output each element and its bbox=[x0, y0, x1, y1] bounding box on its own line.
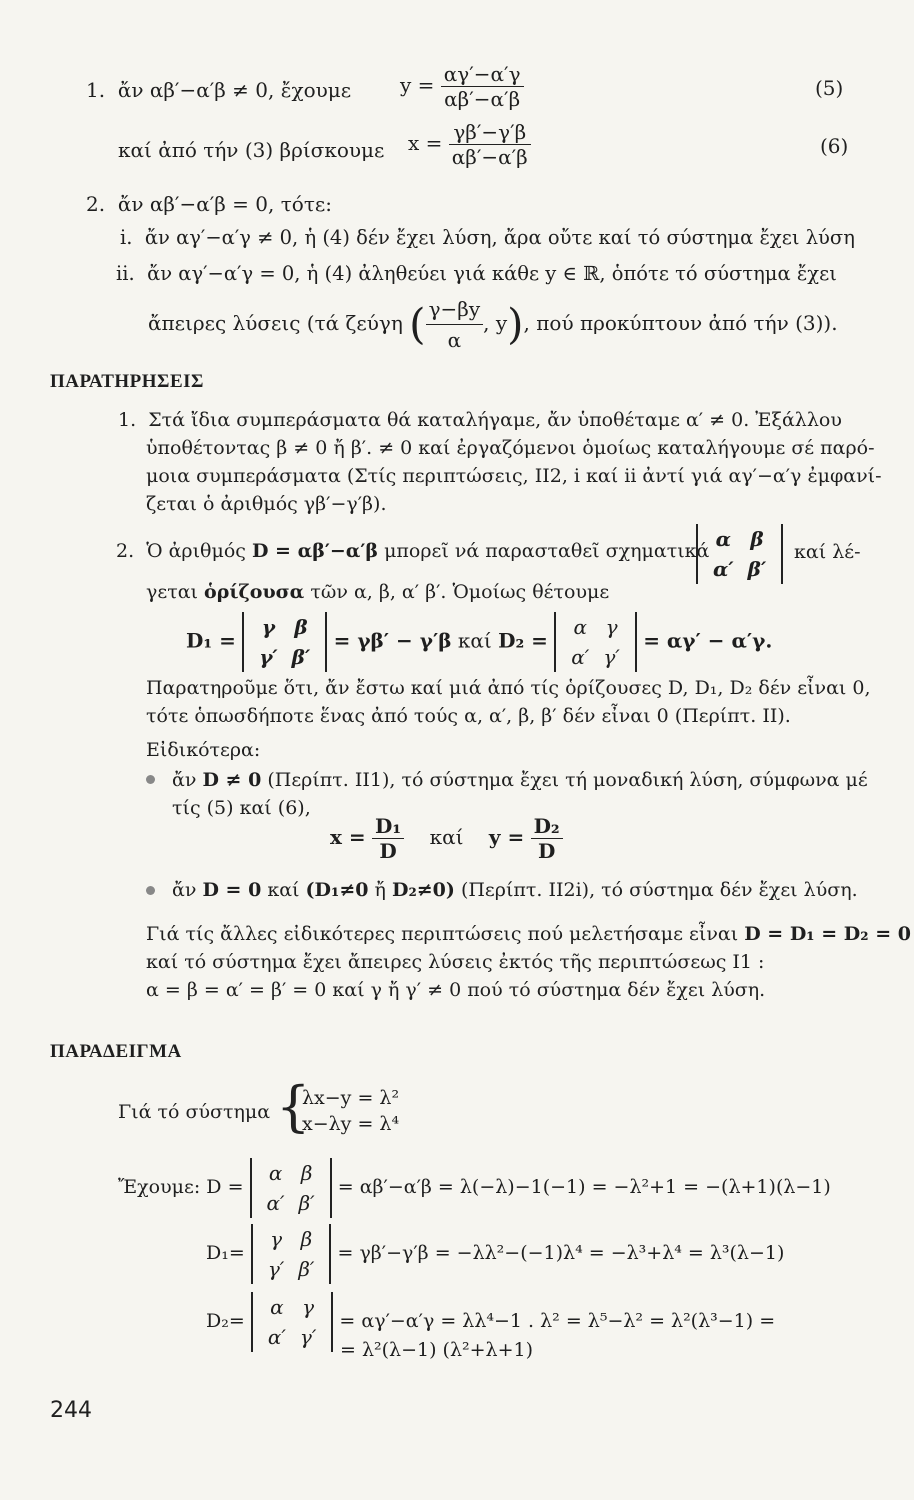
remark2-text-c: καί λέ- bbox=[794, 541, 861, 563]
observation-line2: τότε ὁπωσδήποτε ἕνας ἀπό τούς α, α′, β, β′ δέν εἶναι 0 (Περίπτ. II). bbox=[146, 705, 791, 727]
bullet2-e: D₂≠0) bbox=[391, 879, 455, 901]
bullet2-a: ἄν bbox=[172, 879, 197, 901]
case1-x-formula bbox=[408, 120, 531, 169]
case2-ii-continuation bbox=[148, 294, 838, 355]
example-heading: ΠΑΡΑΔΕΙΓΜΑ bbox=[50, 1041, 182, 1062]
remark1-number: 1. bbox=[118, 409, 137, 431]
d1-lhs: D₁ = bbox=[186, 628, 236, 653]
cramer-y-fraction bbox=[531, 814, 563, 863]
bullet-icon bbox=[146, 775, 155, 784]
example-D-matrix bbox=[250, 1158, 332, 1218]
system-equation-2: x−λy = λ⁴ bbox=[302, 1113, 400, 1135]
y-fraction bbox=[441, 62, 524, 111]
remark2-line1 bbox=[116, 536, 709, 566]
other-cases-line2: καί τό σύστημα ἔχει ἄπειρες λύσεις ἐκτός τῆς περιπτώσεως I1 : bbox=[146, 951, 765, 973]
cramer-y-denominator: D bbox=[531, 838, 563, 863]
det-cell: β bbox=[294, 615, 308, 639]
det-cell: α bbox=[268, 1161, 283, 1185]
cramer-x-numerator: D₁ bbox=[375, 814, 402, 838]
remark1-line2: ὑποθέτοντας β ≠ 0 ἤ β′. ≠ 0 καί ἐργαζόμενοι ὁμοίως καταλήγουμε σέ παρό- bbox=[146, 437, 875, 459]
d2-rhs: = αγ′ − α′γ. bbox=[643, 628, 773, 653]
d1-d2-definitions bbox=[186, 612, 772, 672]
bullet2-condition: D = 0 bbox=[202, 879, 262, 901]
example-D2-lhs: D₂= bbox=[206, 1310, 245, 1332]
det-cell: α bbox=[573, 615, 588, 639]
case2-i-line bbox=[120, 226, 855, 250]
bullet1-a: ἄν bbox=[172, 769, 197, 791]
bullet1-b: (Περίπτ. II1), τό σύστημα ἔχει τή μοναδική λύση, σύμφωνα μέ bbox=[267, 769, 868, 791]
d1-rhs: = γβ′ − γ′β bbox=[333, 628, 452, 653]
remark1-line4: ζεται ὁ ἀριθμός γβ′−γ′β). bbox=[146, 493, 387, 515]
remark2-text-a: Ὁ ἀριθμός bbox=[146, 540, 246, 562]
det-cell: α bbox=[270, 1295, 284, 1319]
remark1-text1: Στά ἴδια συμπεράσματα θά καταλήγαμε, ἄν ὑποθέταμε α′ ≠ 0. Ἐξάλλου bbox=[148, 409, 842, 431]
y-denominator: αβ′−α′β bbox=[441, 86, 524, 111]
x-lhs: x = bbox=[408, 131, 443, 155]
kai-word: καί bbox=[429, 825, 464, 849]
right-paren: ) bbox=[507, 299, 524, 349]
example-D1-matrix bbox=[251, 1224, 332, 1284]
case2-ii-cont-a: ἄπειρες λύσεις (τά ζεύγη bbox=[148, 311, 403, 335]
y-numerator: αγ′−α′γ bbox=[443, 62, 521, 86]
det-cell: β′ bbox=[291, 645, 311, 669]
case1-number: 1. bbox=[86, 78, 106, 102]
example-D-lhs: Ἔχουμε: D = bbox=[118, 1176, 244, 1198]
case1-line bbox=[86, 78, 351, 102]
cramer-x-fraction bbox=[372, 814, 404, 863]
det-cell: γ′ bbox=[603, 645, 620, 669]
other-cases-text: Γιά τίς ἄλλες εἰδικότερες περιπτώσεις πού μελετήσαμε εἶναι bbox=[146, 923, 739, 945]
remarks-heading: ΠΑΡΑΤΗΡΗΣΕΙΣ bbox=[50, 371, 204, 392]
remark2-text-b: μπορεῖ νά παρασταθεῖ σχηματικά bbox=[384, 540, 710, 562]
term-determinant: ὁρίζουσα bbox=[204, 581, 305, 603]
det-cell: β′ bbox=[747, 557, 767, 581]
det-cell: β bbox=[750, 527, 764, 551]
det-cell: α′ bbox=[571, 645, 590, 669]
case1-condition: ἄν αβ′−α′β ≠ 0, ἔχουμε bbox=[117, 78, 352, 102]
pair-fraction bbox=[426, 294, 484, 355]
bullet1-line1 bbox=[172, 768, 868, 792]
cramer-x-denominator: D bbox=[372, 838, 404, 863]
pair-denominator: α bbox=[426, 324, 484, 355]
d1-matrix bbox=[242, 612, 327, 672]
pair-end: , y bbox=[483, 311, 508, 335]
cramer-x-lhs: x = bbox=[330, 825, 366, 849]
pair-numerator: γ−βy bbox=[428, 297, 481, 321]
kai-word: καί bbox=[457, 628, 492, 653]
example-D1-lhs: D₁= bbox=[206, 1242, 245, 1264]
bullet2-c: (D₁≠0 bbox=[305, 879, 369, 901]
other-cases-condition: D = D₁ = D₂ = 0 bbox=[744, 923, 911, 945]
cramer-y-lhs: y = bbox=[488, 825, 525, 849]
bullet2-b: καί bbox=[267, 879, 300, 901]
det-cell: γ bbox=[270, 1227, 283, 1251]
case2-i-text: ἄν αγ′−α′γ ≠ 0, ἡ (4) δέν ἔχει λύση, ἄρα οὔτε καί τό σύστημα ἔχει λύση bbox=[144, 226, 855, 249]
system-equation-1: λx−y = λ² bbox=[302, 1087, 400, 1109]
page-number: 244 bbox=[50, 1398, 92, 1423]
det-cell: β bbox=[300, 1227, 313, 1251]
left-brace-icon: { bbox=[276, 1075, 311, 1138]
bullet-icon bbox=[146, 886, 155, 895]
det-cell: γ′ bbox=[299, 1325, 317, 1349]
det-cell: β′ bbox=[298, 1191, 315, 1215]
y-lhs: y = bbox=[400, 73, 435, 97]
equation-tag-6: (6) bbox=[820, 134, 849, 158]
bullet1-line2: τίς (5) καί (6), bbox=[172, 797, 311, 819]
case2-i-number: i. bbox=[120, 226, 133, 249]
bullet2-d: ἤ bbox=[374, 879, 386, 901]
case2-line bbox=[86, 192, 332, 216]
det-cell: γ bbox=[605, 615, 618, 639]
x-fraction bbox=[449, 120, 531, 169]
det-cell: α′ bbox=[713, 557, 734, 581]
remark2-line2 bbox=[146, 580, 609, 604]
example-intro: Γιά τό σύστημα bbox=[118, 1101, 271, 1123]
remark2-number: 2. bbox=[116, 540, 135, 562]
other-cases-line1 bbox=[146, 922, 911, 946]
det-cell: β′ bbox=[298, 1257, 315, 1281]
equation-tag-5: (5) bbox=[815, 76, 844, 100]
example-D2-matrix bbox=[251, 1292, 334, 1352]
det-cell: α bbox=[715, 527, 732, 551]
other-cases-line3: α = β = α′ = β′ = 0 καί γ ἤ γ′ ≠ 0 πού τό σύστημα δέν ἔχει λύση. bbox=[146, 979, 766, 1001]
bullet1-condition: D ≠ 0 bbox=[202, 769, 262, 791]
det-cell: β bbox=[300, 1161, 313, 1185]
x-numerator: γβ′−γ′β bbox=[453, 120, 527, 144]
remark2-text-d: γεται bbox=[146, 581, 198, 603]
determinant-D-definition: D = αβ′−α′β bbox=[251, 540, 379, 562]
det-cell: γ′ bbox=[267, 1257, 285, 1281]
case1-y-formula bbox=[400, 62, 524, 111]
bullet2-line bbox=[172, 878, 858, 902]
remark1-line3: μοια συμπεράσματα (Στίς περιπτώσεις, II2, i καί ii ἀντί γιά αγ′−α′γ ἐμφανί- bbox=[146, 465, 882, 487]
case2-ii-cont-b: , πού προκύπτουν ἀπό τήν (3)). bbox=[523, 311, 838, 335]
remark1-line1 bbox=[118, 408, 842, 432]
det-cell: α′ bbox=[266, 1191, 285, 1215]
example-D1-rhs: = γβ′−γ′β = −λλ²−(−1)λ⁴ = −λ³+λ⁴ = λ³(λ−1) bbox=[337, 1242, 785, 1264]
determinant-D-matrix bbox=[696, 524, 783, 584]
bullet2-f: (Περίπτ. II2i), τό σύστημα δέν ἔχει λύση. bbox=[460, 879, 858, 901]
example-D-line bbox=[118, 1158, 831, 1218]
det-cell: α′ bbox=[267, 1325, 286, 1349]
case2-number: 2. bbox=[86, 192, 106, 216]
case2-ii-line bbox=[116, 262, 837, 286]
left-paren: ( bbox=[409, 299, 426, 349]
det-cell: γ bbox=[261, 615, 276, 639]
d2-matrix bbox=[554, 612, 637, 672]
specifically-label: Εἰδικότερα: bbox=[146, 739, 261, 761]
example-D-rhs: = αβ′−α′β = λ(−λ)−1(−1) = −λ²+1 = −(λ+1)(λ−1) bbox=[337, 1176, 831, 1198]
cramer-y-numerator: D₂ bbox=[533, 814, 560, 838]
x-denominator: αβ′−α′β bbox=[449, 144, 531, 169]
case2-condition: ἄν αβ′−α′β = 0, τότε: bbox=[117, 192, 332, 216]
remark2-text-e: τῶν α, β, α′ β′. Ὁμοίως θέτουμε bbox=[310, 581, 610, 603]
case1-x-condition: καί ἀπό τήν (3) βρίσκουμε bbox=[118, 138, 385, 162]
example-D1-line bbox=[206, 1224, 784, 1284]
case2-ii-text: ἄν αγ′−α′γ = 0, ἡ (4) ἀληθεύει γιά κάθε y ∈ ℝ, ὁπότε τό σύστημα ἔχει bbox=[147, 262, 837, 285]
cramer-formulas bbox=[330, 814, 563, 863]
d2-lhs: D₂ = bbox=[498, 628, 548, 653]
observation-line1: Παρατηροῦμε ὅτι, ἄν ἔστω καί μιά ἀπό τίς ὁρίζουσες D, D₁, D₂ δέν εἶναι 0, bbox=[146, 677, 871, 699]
det-cell: γ′ bbox=[259, 645, 278, 669]
example-D2-rhs: = αγ′−α′γ = λλ⁴−1 . λ² = λ⁵−λ² = λ²(λ³−1) = bbox=[339, 1310, 776, 1332]
det-cell: γ bbox=[302, 1295, 315, 1319]
example-D2-factored: = λ²(λ−1) (λ²+λ+1) bbox=[340, 1339, 533, 1361]
case2-ii-number: ii. bbox=[116, 262, 135, 285]
